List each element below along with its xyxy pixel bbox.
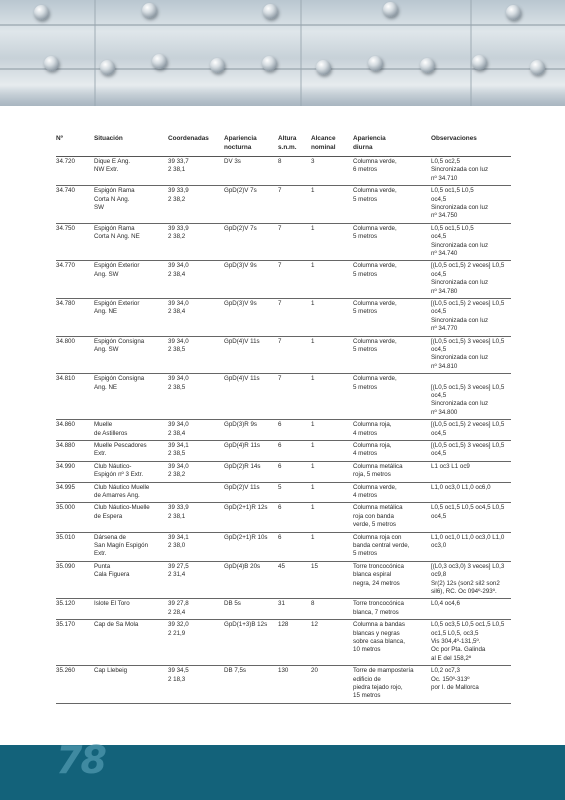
table-row <box>56 420 511 441</box>
header-apariencia-diurna: Apariencia diurna <box>353 135 386 151</box>
table-header <box>56 130 511 156</box>
coordinates-cell: 39 33,9 2 38,2 <box>168 224 189 241</box>
day-appearance-cell: Columna roja con banda central verde, 5 metros <box>353 533 410 558</box>
rivet <box>34 5 49 20</box>
light-number-cell: 35.170 <box>56 621 75 629</box>
range-cell: 1 <box>311 462 315 470</box>
height-cell: 7 <box>278 299 282 307</box>
banner-shadow <box>0 86 565 106</box>
day-appearance-cell: Columna roja, 4 metros <box>353 441 392 458</box>
coordinates-cell: 39 34,0 2 38,4 <box>168 262 189 278</box>
height-cell: 31 <box>278 600 285 608</box>
range-cell: 1 <box>311 224 315 232</box>
height-cell: 8 <box>278 158 282 165</box>
header-apariencia-nocturna: Apariencia nocturna <box>224 135 257 151</box>
observations-cell: L0,5 oc1,5 L0,5 oc4,5 Sincronizada con luz nº 34.740 <box>431 224 489 257</box>
light-number-cell: 35.120 <box>56 600 75 608</box>
night-appearance-cell: GpD(4)B 20s <box>224 562 261 570</box>
rivet <box>152 54 167 69</box>
day-appearance-cell: Torre troncocónica blanca espiral negra, 24 metros <box>353 562 404 587</box>
coordinates-cell: 39 34,5 2 18,3 <box>168 667 189 683</box>
situation-cell: Espigón Consigna Ang. SW <box>94 337 145 353</box>
day-appearance-cell: Columna verde, 5 metros <box>353 337 397 353</box>
light-number-cell: 34.860 <box>56 421 75 429</box>
situation-cell: Islote El Toro <box>94 600 130 608</box>
observations-cell: L1,0 oc1,0 L1,0 oc3,0 L1,0 oc3,0 <box>431 533 505 549</box>
rivet <box>368 56 383 71</box>
range-cell: 1 <box>311 421 315 429</box>
coordinates-cell: 39 34,1 2 38,0 <box>168 533 189 549</box>
table-row <box>56 337 511 375</box>
night-appearance-cell: GpD(1+3)B 12s <box>224 621 268 629</box>
coordinates-cell: 39 34,1 2 38,5 <box>168 441 189 458</box>
situation-cell: Espigón Exterior Ang. NE <box>94 299 140 316</box>
night-appearance-cell: GpD(2)V 7s <box>224 224 257 232</box>
night-appearance-cell: GpD(2)V 7s <box>224 187 257 195</box>
rivet <box>44 56 59 71</box>
rivet <box>210 58 225 73</box>
day-appearance-cell: Torre de mampostería edificio de piedra tejado rojo, 15 metros <box>353 667 414 700</box>
coordinates-cell: 39 34,0 2 38,2 <box>168 462 189 479</box>
rivet <box>420 58 435 73</box>
night-appearance-cell: GpD(2)R 14s <box>224 462 261 470</box>
situation-cell: Espigón Rama Corta N Ang. NE <box>94 224 140 241</box>
situation-cell: Dársena de San Magín Espigón Extr. <box>94 533 149 558</box>
header-situacion: Situación <box>94 135 123 142</box>
observations-cell: [(L0,5 oc1,5) 3 veces] L0,5 oc4,5 Sincronizada con luz nº 34.800 <box>431 383 505 416</box>
night-appearance-cell: DB 7,5s <box>224 667 247 675</box>
height-cell: 128 <box>278 621 289 629</box>
rivet <box>262 56 277 71</box>
table-row <box>56 483 511 504</box>
observations-cell: L1,0 oc3,0 L1,0 oc6,0 <box>431 483 491 491</box>
header-coordenadas: Coordenadas <box>168 135 209 142</box>
light-number-cell: 34.810 <box>56 375 75 383</box>
observations-cell: L0,5 oc3,5 L0,5 oc1,5 L0,5 oc1,5 L0,5, oc3,5 Vis 304,4º-131,5º. Oc por Pta. Galinda al E del 158,2º <box>431 621 505 662</box>
light-number-cell: 34.770 <box>56 262 75 270</box>
table-row <box>56 299 511 337</box>
table-row <box>56 599 511 620</box>
observations-cell: [(L0,5 oc1,5) 2 veces] L0,5 oc4,5 Sincronizada con luz nº 34.770 <box>431 299 505 333</box>
height-cell: 7 <box>278 262 282 270</box>
situation-cell: Muelle de Astilleros <box>94 421 128 437</box>
range-cell: 1 <box>311 504 315 512</box>
coordinates-cell: 39 34,0 2 38,5 <box>168 375 189 391</box>
night-appearance-cell: GpD(3)R 9s <box>224 421 258 429</box>
coordinates-cell: 39 33,9 2 38,2 <box>168 187 189 203</box>
table-row <box>56 666 511 704</box>
range-cell: 1 <box>311 187 315 195</box>
table-row <box>56 441 511 462</box>
situation-cell: Cap de Sa Mola <box>94 621 139 629</box>
night-appearance-cell: GpD(2+1)R 10s <box>224 533 268 541</box>
rivet <box>100 60 115 75</box>
observations-cell: [(L0,5 oc1,5) 2 veces] L0,5 oc4,5 Sincronizada con luz nº 34.780 <box>431 262 505 295</box>
table-row <box>56 620 511 666</box>
day-appearance-cell: Columna verde, 4 metros <box>353 483 397 499</box>
situation-cell: Club Náutico Muelle de Amarres Ang. <box>94 483 150 499</box>
observations-cell: L1 oc3 L1 oc9 <box>431 462 470 470</box>
riveted-metal-banner <box>0 0 565 106</box>
range-cell: 12 <box>311 621 318 629</box>
metal-seam <box>0 24 565 26</box>
night-appearance-cell: DV 3s <box>224 158 241 165</box>
range-cell: 1 <box>311 299 315 307</box>
height-cell: 7 <box>278 337 282 345</box>
situation-cell: Espigón Rama Corta N Ang. SW <box>94 187 135 211</box>
day-appearance-cell: Columna metálica roja con banda verde, 5 metros <box>353 504 403 529</box>
observations-cell: [(L0,5 oc1,5) 3 veces] L0,5 oc4,5 <box>431 441 505 458</box>
table-row <box>56 562 511 600</box>
range-cell: 1 <box>311 262 315 270</box>
navigation-lights-table <box>56 130 511 704</box>
observations-cell: L0,5 oc1,5 L0,5 oc4,5 Sincronizada con luz nº 34.750 <box>431 187 489 220</box>
coordinates-cell: 39 32,0 2 21,9 <box>168 621 189 637</box>
coordinates-cell: 39 34,0 2 38,5 <box>168 337 189 353</box>
situation-cell: Club Náutico- Espigón nº 3 Extr. <box>94 462 144 479</box>
rivet <box>316 60 331 75</box>
light-number-cell: 34.800 <box>56 337 75 345</box>
table-row <box>56 462 511 483</box>
table-row <box>56 186 511 224</box>
situation-cell: Espigón Exterior Ang. SW <box>94 262 140 278</box>
height-cell: 7 <box>278 224 282 232</box>
page-number: 78 <box>56 738 105 782</box>
day-appearance-cell: Columna a bandas blancas y negras sobre casa blanca, 10 metros <box>353 621 405 654</box>
coordinates-cell: 39 27,8 2 28,4 <box>168 600 189 616</box>
observations-cell: L0,4 oc4,6 <box>431 600 460 608</box>
range-cell: 15 <box>311 562 318 570</box>
height-cell: 7 <box>278 187 282 195</box>
night-appearance-cell: GpD(2+1)R 12s <box>224 504 268 512</box>
night-appearance-cell: GpD(2)V 11s <box>224 483 260 491</box>
light-number-cell: 34.880 <box>56 441 75 449</box>
observations-cell: L0,5 oc1,5 L0,5 oc4,5 L0,5 oc4,5 <box>431 504 505 520</box>
coordinates-cell: 39 27,5 2 31,4 <box>168 562 189 579</box>
range-cell: 1 <box>311 533 315 541</box>
rivet <box>506 5 521 20</box>
rivet <box>383 2 398 17</box>
header-alcance: Alcance nominal <box>311 135 336 151</box>
height-cell: 130 <box>278 667 289 675</box>
range-cell: 1 <box>311 483 315 491</box>
day-appearance-cell: Torre troncocónica blanca, 7 metros <box>353 600 404 616</box>
day-appearance-cell: Columna verde, 5 metros <box>353 262 397 278</box>
observations-cell: [(L0,3 oc3,0) 3 veces] L0,3 oc9,8 Sr(2) 12s (son2 sil2 son2 sil6), RC. Oc 094º-293º. <box>431 562 505 595</box>
night-appearance-cell: GpD(4)R 11s <box>224 441 260 449</box>
day-appearance-cell: Columna roja, 4 metros <box>353 421 392 437</box>
light-number-cell: 34.995 <box>56 483 75 491</box>
situation-cell: Punta Cala Figuera <box>94 562 130 579</box>
range-cell: 1 <box>311 375 315 383</box>
rivet <box>472 55 487 70</box>
night-appearance-cell: GpD(3)V 9s <box>224 299 257 307</box>
day-appearance-cell: Columna verde, 5 metros <box>353 375 397 391</box>
height-cell: 6 <box>278 421 282 429</box>
table-row <box>56 224 511 262</box>
night-appearance-cell: DB 5s <box>224 600 241 608</box>
light-number-cell: 34.780 <box>56 299 75 307</box>
height-cell: 7 <box>278 375 282 383</box>
night-appearance-cell: GpD(4)V 11s <box>224 337 260 345</box>
height-cell: 5 <box>278 483 282 491</box>
range-cell: 1 <box>311 337 315 345</box>
height-cell: 6 <box>278 533 282 541</box>
light-number-cell: 35.090 <box>56 562 75 570</box>
situation-cell: Espigón Consigna Ang. NE <box>94 375 145 391</box>
light-number-cell: 34.990 <box>56 462 75 470</box>
situation-cell: Muelle Pescadores Extr. <box>94 441 147 458</box>
coordinates-cell: 39 34,0 2 38,4 <box>168 421 189 437</box>
day-appearance-cell: Columna metálica roja, 5 metros <box>353 462 403 479</box>
observations-cell: [(L0,5 oc1,5) 2 veces] L0,5 oc4,5 <box>431 421 505 437</box>
day-appearance-cell: Columna verde, 5 metros <box>353 224 397 241</box>
day-appearance-cell: Columna verde, 5 metros <box>353 187 397 203</box>
height-cell: 6 <box>278 441 282 449</box>
table-body <box>56 157 511 704</box>
table-row <box>56 533 511 562</box>
day-appearance-cell: Columna verde, 5 metros <box>353 299 397 316</box>
header-altura: Altura s.n.m. <box>278 135 297 151</box>
table-row <box>56 374 511 420</box>
light-number-cell: 35.260 <box>56 667 75 675</box>
light-number-cell: 35.010 <box>56 533 75 541</box>
night-appearance-cell: GpD(4)V 11s <box>224 375 260 383</box>
header-observaciones: Observaciones <box>431 135 477 142</box>
situation-cell: Dique E Ang. NW Extr. <box>94 158 131 174</box>
table-row <box>56 503 511 532</box>
height-cell: 6 <box>278 462 282 470</box>
height-cell: 45 <box>278 562 285 570</box>
range-cell: 20 <box>311 667 318 675</box>
light-number-cell: 34.740 <box>56 187 75 195</box>
range-cell: 8 <box>311 600 315 608</box>
situation-cell: Cap Llebeig <box>94 667 128 675</box>
day-appearance-cell: Columna verde, 6 metros <box>353 158 397 174</box>
coordinates-cell: 39 33,9 2 38,1 <box>168 504 189 520</box>
coordinates-cell: 39 34,0 2 38,4 <box>168 299 189 316</box>
night-appearance-cell: GpD(3)V 9s <box>224 262 257 270</box>
rivet <box>530 60 545 75</box>
table-row <box>56 261 511 299</box>
height-cell: 6 <box>278 504 282 512</box>
table-row <box>56 157 511 186</box>
rivet <box>263 4 278 19</box>
coordinates-cell: 39 33,7 2 38,1 <box>168 158 189 174</box>
range-cell: 3 <box>311 158 315 165</box>
header-no: Nº <box>56 135 63 142</box>
rivet <box>142 3 157 18</box>
range-cell: 1 <box>311 441 315 449</box>
light-number-cell: 34.750 <box>56 224 75 232</box>
light-number-cell: 35.000 <box>56 504 75 512</box>
light-number-cell: 34.720 <box>56 158 75 165</box>
observations-cell: [(L0,5 oc1,5) 3 veces] L0,5 oc4,5 Sincronizada con luz nº 34.810 <box>431 337 505 370</box>
observations-cell: L0,5 oc2,5 Sincronizada con luz nº 34.710 <box>431 158 489 182</box>
situation-cell: Club Náutico-Muelle de Espera <box>94 504 150 520</box>
observations-cell: L0,2 oc7,3 Oc. 150º-313º por I. de Mallorca <box>431 667 479 691</box>
